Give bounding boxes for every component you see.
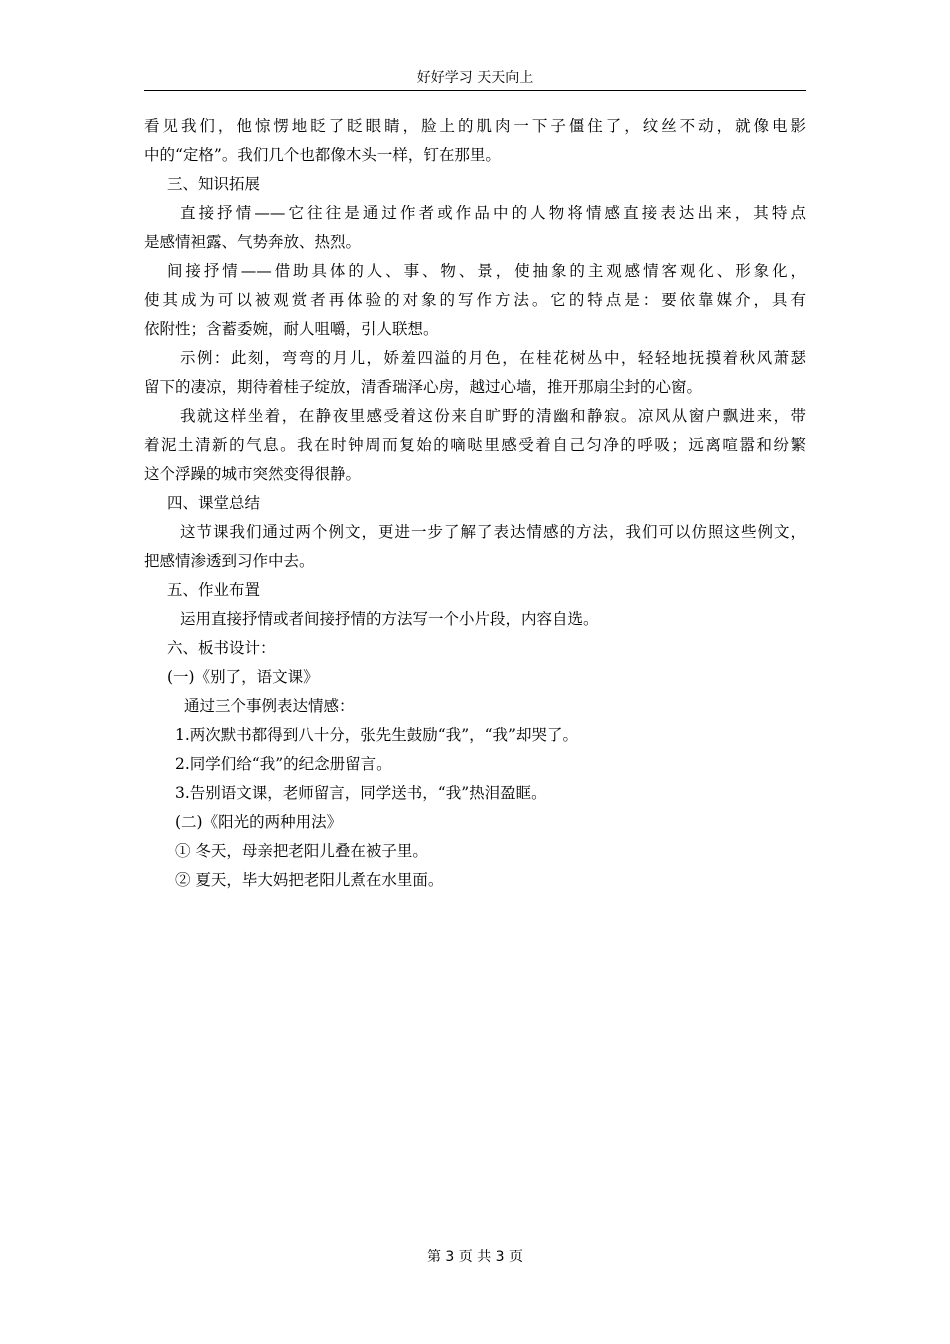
section-heading: 四、课堂总结 (167, 494, 261, 512)
board-item: ① 冬天，母亲把老阳儿叠在被子里。 (175, 842, 428, 860)
body-line: 着泥土清新的气息。我在时钟周而复始的嘀哒里感受着自己匀净的呼吸；远离喧嚣和纷繁 (144, 436, 806, 454)
body-line: 依附性；含蓄委婉，耐人咀嚼，引人联想。 (144, 320, 439, 338)
body-line: 直接抒情——它往往是通过作者或作品中的人物将情感直接表达出来，其特点 (180, 204, 806, 222)
body-line: 留下的凄凉，期待着桂子绽放，清香瑞泽心房，越过心墙，推开那扇尘封的心窗。 (144, 378, 703, 396)
body-line: 把感情渗透到习作中去。 (144, 552, 315, 570)
header-rule (144, 90, 806, 91)
body-line: 我就这样坐着，在静夜里感受着这份来自旷野的清幽和静寂。凉风从窗户飘进来，带 (180, 407, 806, 425)
body-line: 间接抒情——借助具体的人、事、物、景，使抽象的主观感情客观化、形象化， (167, 262, 806, 280)
body-line: 示例：此刻，弯弯的月儿，娇羞四溢的月色，在桂花树丛中，轻轻地抚摸着秋风萧瑟 (180, 349, 806, 367)
body-line: 这节课我们通过两个例文，更进一步了解了表达情感的方法，我们可以仿照这些例文， (180, 523, 806, 541)
body-line: 中的“定格”。我们几个也都像木头一样，钉在那里。 (144, 146, 501, 164)
board-item: 2.同学们给“我”的纪念册留言。 (175, 755, 392, 773)
body-line: 使其成为可以被观赏者再体验的对象的写作方法。它的特点是：要依靠媒介，具有 (144, 291, 806, 309)
body-line: 是感情袒露、气势奔放、热烈。 (144, 233, 362, 251)
body-line: 运用直接抒情或者间接抒情的方法写一个小片段，内容自选。 (180, 610, 599, 628)
section-heading: 五、作业布置 (167, 581, 261, 599)
body-line: 看见我们，他惊愣地眨了眨眼睛，脸上的肌肉一下子僵住了，纹丝不动，就像电影 (144, 117, 806, 135)
board-item: (二)《阳光的两种用法》 (175, 813, 343, 831)
board-item: 通过三个事例表达情感： (184, 697, 355, 715)
section-heading: 六、板书设计： (167, 639, 276, 657)
board-item: 1.两次默书都得到八十分，张先生鼓励“我”，“我”却哭了。 (175, 726, 578, 744)
page-footer: 第 3 页 共 3 页 (426, 1249, 524, 1265)
board-item: ② 夏天，毕大妈把老阳儿煮在水里面。 (175, 871, 444, 889)
section-heading: 三、知识拓展 (167, 175, 261, 193)
document-body (144, 112, 806, 895)
board-item: (一)《别了，语文课》 (167, 668, 319, 686)
page-header: 好好学习 天天向上 (416, 70, 534, 86)
board-item: 3.告别语文课，老师留言，同学送书，“我”热泪盈眶。 (175, 784, 547, 802)
body-line: 这个浮躁的城市突然变得很静。 (144, 465, 362, 483)
